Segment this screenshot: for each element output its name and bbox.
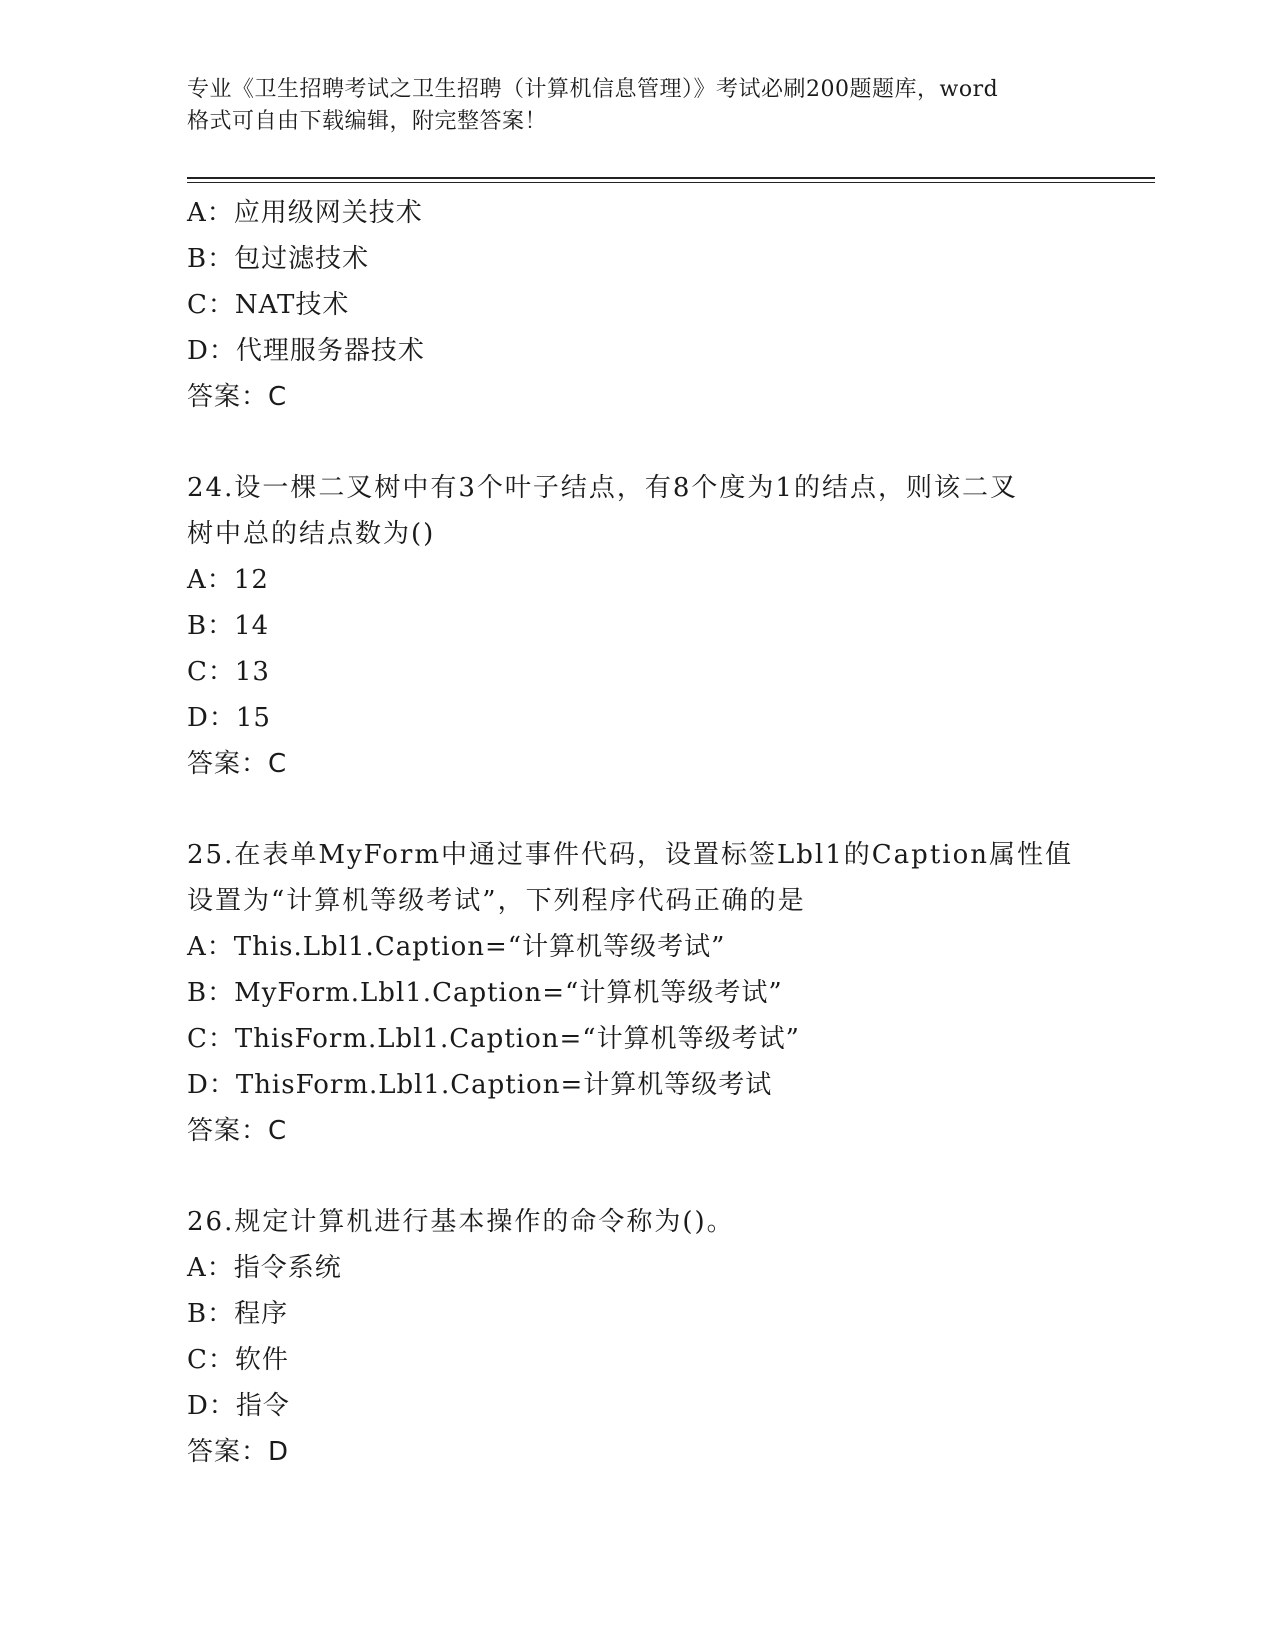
option-b: B：程序 — [187, 1299, 289, 1329]
option-b: B：14 — [187, 611, 270, 641]
option-d: D：代理服务器技术 — [187, 336, 425, 366]
answer-line: 答案：D — [187, 1437, 290, 1467]
question-text-cont: 树中总的结点数为() — [187, 519, 436, 549]
question-text: 26.规定计算机进行基本操作的命令称为()。 — [187, 1207, 735, 1237]
option-a: A：12 — [187, 565, 269, 595]
document-header — [187, 74, 1107, 138]
answer-line: 答案：C — [187, 382, 288, 412]
option-c: C：ThisForm.Lbl1.Caption=“计算机等级考试” — [187, 1024, 800, 1054]
spacer — [187, 420, 1087, 465]
header-line-1: 专业《卫生招聘考试之卫生招聘（计算机信息管理）》考试必刷200题题库，word — [187, 77, 999, 102]
option-c: C：13 — [187, 657, 270, 687]
option-d: D：指令 — [187, 1391, 290, 1421]
question-text: 25.在表单MyForm中通过事件代码，设置标签Lbl1的Caption属性值 — [187, 840, 1073, 870]
header-line-2: 格式可自由下载编辑，附完整答案！ — [187, 109, 548, 134]
question-list — [187, 190, 1087, 1475]
option-b: B：MyForm.Lbl1.Caption=“计算机等级考试” — [187, 978, 783, 1008]
question-23-options — [187, 190, 1087, 420]
option-d: D：15 — [187, 703, 271, 733]
option-a: A：指令系统 — [187, 1253, 342, 1283]
spacer — [187, 787, 1087, 832]
question-text: 24.设一棵二叉树中有3个叶子结点，有8个度为1的结点，则该二叉 — [187, 473, 1018, 503]
question-24 — [187, 465, 1087, 787]
header-rule-thick — [187, 177, 1155, 179]
option-c: C：软件 — [187, 1345, 289, 1375]
header-rule-thin — [187, 182, 1155, 183]
answer-line: 答案：C — [187, 1116, 288, 1146]
option-a: A：This.Lbl1.Caption=“计算机等级考试” — [187, 932, 726, 962]
option-c: C：NAT技术 — [187, 290, 350, 320]
question-text-cont: 设置为“计算机等级考试”，下列程序代码正确的是 — [187, 886, 806, 916]
question-26 — [187, 1199, 1087, 1475]
question-25 — [187, 832, 1087, 1154]
spacer — [187, 1154, 1087, 1199]
answer-line: 答案：C — [187, 749, 288, 779]
option-a: A：应用级网关技术 — [187, 198, 423, 228]
option-b: B：包过滤技术 — [187, 244, 370, 274]
option-d: D：ThisForm.Lbl1.Caption=计算机等级考试 — [187, 1070, 773, 1100]
